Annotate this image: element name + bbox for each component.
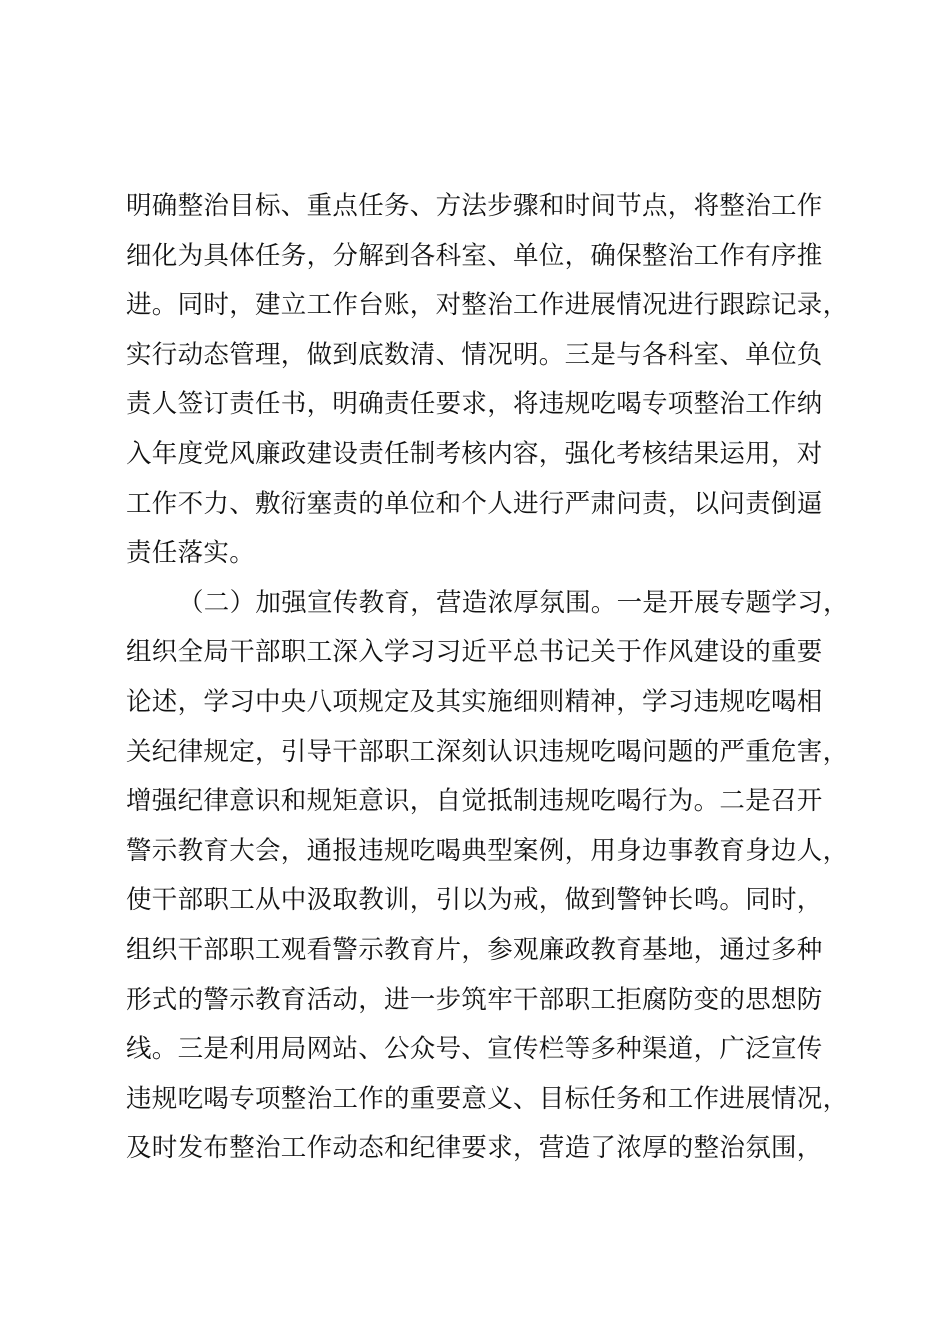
- text-line: 形式的警示教育活动，进一步筑牢干部职工拒腐防变的思想防: [126, 984, 823, 1015]
- text-line: 实行动态管理，做到底数清、情况明。三是与各科室、单位负: [126, 339, 823, 370]
- text-line: 增强纪律意识和规矩意识，自觉抵制违规吃喝行为。二是召开: [126, 786, 823, 817]
- text-line: 违规吃喝专项整治工作的重要意义、目标任务和工作进展情况，: [126, 1083, 849, 1114]
- text-line: 组织干部职工观看警示教育片，参观廉政教育基地，通过多种: [126, 934, 823, 965]
- text-line: 及时发布整治工作动态和纪律要求，营造了浓厚的整治氛围，: [126, 1133, 823, 1164]
- text-line: 责人签订责任书，明确责任要求，将违规吃喝专项整治工作纳: [126, 389, 823, 420]
- text-line: 责任落实。: [126, 538, 256, 569]
- text-line: 细化为具体任务，分解到各科室、单位，确保整治工作有序推: [126, 240, 823, 271]
- text-line: 入年度党风廉政建设责任制考核内容，强化考核结果运用，对: [126, 438, 823, 469]
- text-line: 线。三是利用局网站、公众号、宣传栏等多种渠道，广泛宣传: [126, 1034, 823, 1065]
- text-line: 论述，学习中央八项规定及其实施细则精神，学习违规吃喝相: [126, 686, 823, 717]
- document-body: [126, 182, 866, 1174]
- section-heading-line: （二）加强宣传教育，营造浓厚氛围。一是开展专题学习，: [178, 587, 849, 618]
- text-line: 工作不力、敷衍塞责的单位和个人进行严肃问责，以问责倒逼: [126, 488, 823, 519]
- text-line: 警示教育大会，通报违规吃喝典型案例，用身边事教育身边人，: [126, 835, 849, 866]
- text-line: 组织全局干部职工深入学习习近平总书记关于作风建设的重要: [126, 637, 823, 668]
- text-line: 明确整治目标、重点任务、方法步骤和时间节点，将整治工作: [126, 191, 823, 221]
- text-line: 进。同时，建立工作台账，对整治工作进展情况进行跟踪记录，: [126, 290, 849, 321]
- text-line: 关纪律规定，引导干部职工深刻认识违规吃喝问题的严重危害，: [126, 736, 849, 767]
- text-line: 使干部职工从中汲取教训，引以为戒，做到警钟长鸣。同时，: [126, 885, 823, 916]
